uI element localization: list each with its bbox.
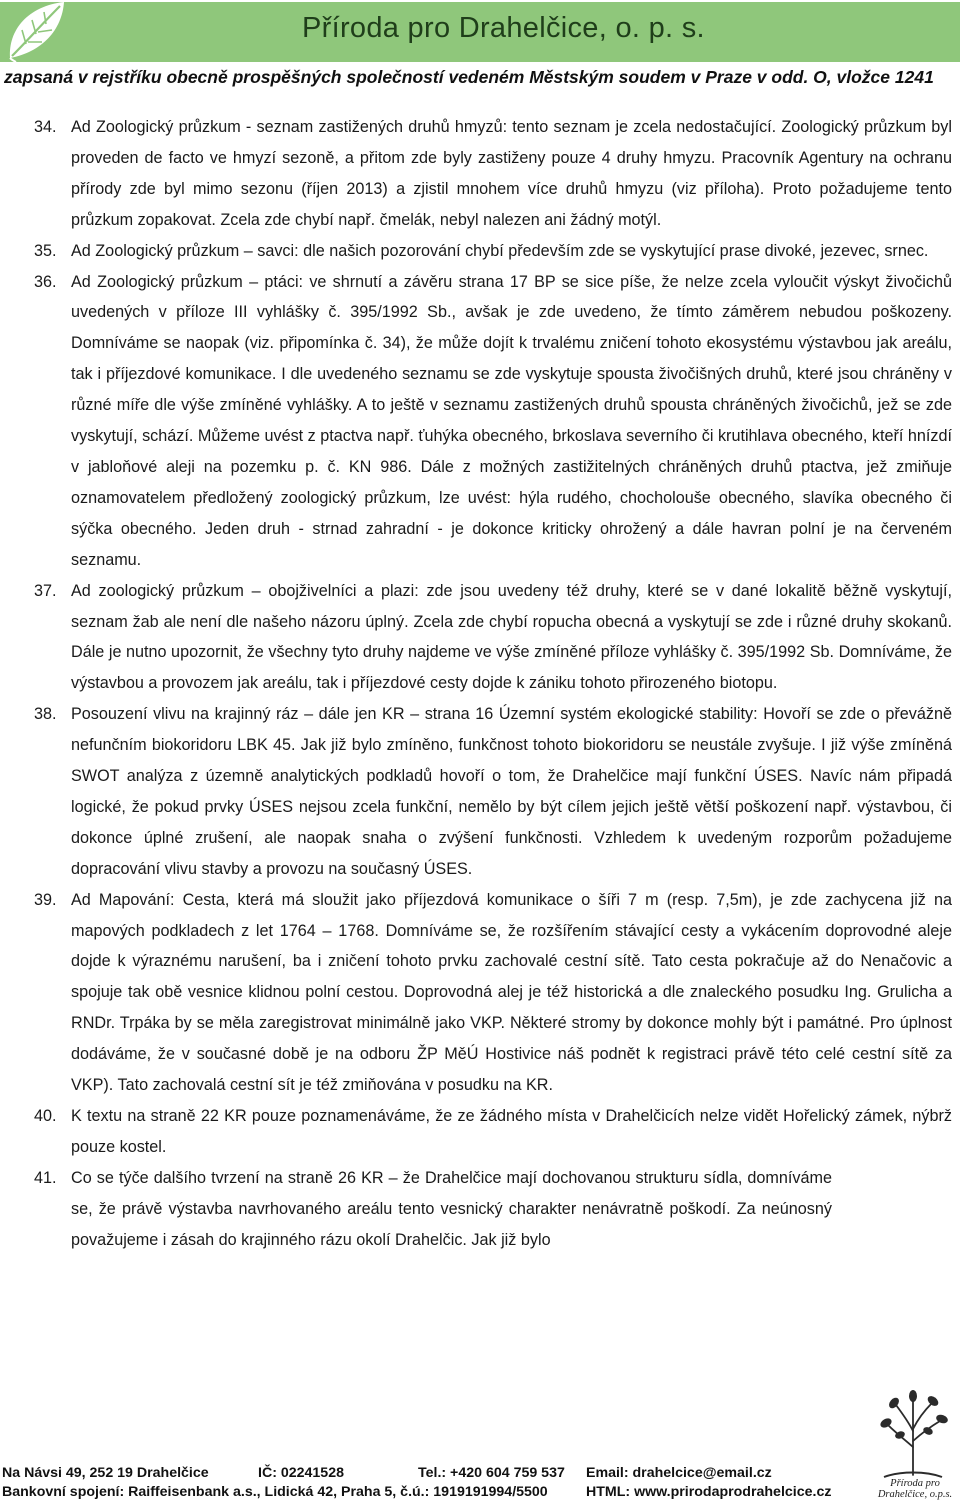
item-number: 34. bbox=[34, 118, 57, 136]
list-item bbox=[34, 236, 952, 267]
footer-row-bank bbox=[0, 1484, 960, 1504]
item-number: 35. bbox=[34, 241, 57, 260]
item-text: Posouzení vlivu na krajinný ráz – dále jen KR – strana 16 Územní systém ekologické stability: Hovoří se zde o převážně nefunčním biokoridoru LBK 45. Jak již bylo zmíněno, funkčnost tohoto biokoridoru se neustále zvyšuje. I již výše zmíněná SWOT analýza z územně analytických podkladů hovoří o tom, že Drahelčice mají funkční ÚSES. Navíc nám připadá logické, že pokud prvky ÚSES nejsou zcela funkční, nemělo by být cílem jejich ještě větší poškození např. výstavbou, či dokonce úplné zrušení, ale naopak snaha o zvýšení funkčnosti. Vzhledem k uvedeným rozporům požadujeme dopracování vlivu stavby a provozu na současný ÚSES. bbox=[71, 705, 952, 878]
item-number: 37. bbox=[34, 581, 57, 600]
item-text: Ad zoologický průzkum – obojživelníci a plazi: zde jsou uvedeny též druhy, které se v dané lokalitě běžně vyskytují, seznam žab ale není dle našeho názoru úplný. Zcela zde chybí ropucha obecná a vyskytují se zde i různé druhy skokanů. Dále je nutno upozornit, že všechny tyto druhy najdeme ve výše zmíněné příloze vyhlášky č. 395/1992 Sb. Domníváme, že výstavbou a provozem jak areálu, tak i příjezdové cesty dojde k zániku tohoto přirozeného biotopu. bbox=[71, 581, 952, 693]
list-item bbox=[34, 699, 952, 884]
item-number: 36. bbox=[34, 272, 57, 291]
footer-web: HTML: www.prirodaprodrahelcice.cz bbox=[586, 1484, 832, 1500]
list-item bbox=[34, 885, 952, 1101]
list-item bbox=[34, 267, 952, 576]
registration-line: zapsaná v rejstříku obecně prospěšných společností vedeném Městským soudem v Praze v odd. O, vložce 1241 bbox=[4, 67, 934, 87]
item-number: 40. bbox=[34, 1107, 57, 1125]
list-item bbox=[34, 576, 952, 700]
leaf-logo-icon bbox=[2, 0, 94, 62]
item-number: 41. bbox=[34, 1168, 57, 1187]
footer-email: Email: drahelcice@email.cz bbox=[586, 1465, 772, 1481]
list-item bbox=[34, 1101, 952, 1163]
footer-address: Na Návsi 49, 252 19 Drahelčice bbox=[2, 1465, 209, 1481]
list-item bbox=[34, 1163, 952, 1256]
item-number: 39. bbox=[34, 890, 57, 909]
organization-name: Příroda pro Drahelčice, o. p. s. bbox=[302, 12, 705, 44]
footer bbox=[0, 1455, 960, 1505]
footer-phone: Tel.: +420 604 759 537 bbox=[418, 1465, 565, 1481]
item-text: K textu na straně 22 KR pouze poznamenáváme, že ze žádného místa v Drahelčicích nelze vidět Hořelický zámek, nýbrž pouze kostel. bbox=[71, 1107, 952, 1156]
footer-logo-text: Příroda pro Drahelčice, o.p.s. bbox=[877, 1478, 953, 1500]
list-item bbox=[34, 112, 952, 236]
footer-bank: Bankovní spojení: Raiffeisenbank a.s., Lidická 42, Praha 5, č.ú.: 1919191994/5500 bbox=[2, 1484, 548, 1500]
letterhead bbox=[0, 0, 960, 96]
item-text: Ad Zoologický průzkum – ptáci: ve shrnutí a závěru strana 17 BP se sice píše, že nelze zcela vyloučit výskyt živočichů uvedených v příloze III vyhlášky č. 395/1992 Sb., avšak je zde uvedeno, že tímto záměrem nebudou poškozeny. Domníváme se naopak (viz. připomínka č. 34), že může dojít k trvalému zničení tohoto ekosystému výstavbou jak areálu, tak i příjezdové komunikace. I dle uvedeného seznamu se zde vyskytuje spousta živočišných druhů, které jsou chráněny v různé míře dle výše zmíněné vyhlášky. A to ještě v seznamu zastižených druhů spousta chráněných živočichů, jež se zde vyskytují, schází. Můžeme uvést z ptactva např. ťuhýka obecného, brkoslava severního či krutihlava obecného, kteří hnízdí v jabloňové aleji na pozemku p. č. KN 986. Dále z možných zastižitelných chráněných druhů ptactva, jež zmiňuje oznamovatelem předložený zoologický průzkum, lze uvést: hýla rudého, chocholouše obecného, slavíka obecného či sýčka obecného. Jeden druh - strnad zahradní - je dokonce kriticky ohrožený a dále havran polní je na červeném seznamu. bbox=[71, 272, 952, 569]
item-text: Ad Zoologický průzkum - seznam zastižených druhů hmyzů: tento seznam je zcela nedostačující. Zoologický průzkum byl proveden de facto ve hmyzí sezoně, a přitom zde byly zastiženy pouze 4 druhy hmyzu. Pracovník Agentury na ochranu přírody zde byl mimo sezonu (říjen 2013) a zjistil mnohem více druhů hmyzu (viz příloha). Proto požadujeme tento průzkum zopakovat. Zcela zde chybí např. čmelák, nebyl nalezen ani žádný motýl. bbox=[71, 118, 952, 229]
item-text: Ad Mapování: Cesta, která má sloužit jako příjezdová komunikace o šíři 7 m (resp. 7,5m), je zde zachycena již na mapových podkladech z let 1764 – 1768. Domníváme se, že rozšířením stávající cesty a vykácením doprovodné aleje dojde k výraznému narušení, ba i zničení tohoto prvku zachovalé cestní sítě. Tato cesta pokračuje až do Nenačovic a spojuje tak obě vesnice klidnou polní cestou. Doprovodná alej je též historická a dle znaleckého posudku Ing. Grulicha a RNDr. Trpáka by se měla zaregistrovat minimálně jako VKP. Některé stromy by dokonce mohly být i památné. Pro úplnost dodáváme, že v současné době je na odboru ŽP MěÚ Hostivice náš podnět k registraci právě této celé cestní sítě za VKP). Tato zachovalá cestní sít je též zmiňována v posudku na KR. bbox=[71, 890, 952, 1095]
item-text: Ad Zoologický průzkum – savci: dle našich pozorování chybí především zde se vyskytující prase divoké, jezevec, srnec. bbox=[71, 241, 929, 260]
item-text: Co se týče dalšího tvrzení na straně 26 KR – že Drahelčice mají dochovanou strukturu sídla, domníváme se, že právě výstavba navrhovaného areálu tento vesnický charakter nenávratně poškodí. Za neúnosný považujeme i zásah do krajinného rázu okolí Drahelčic. Jak již bylo bbox=[71, 1168, 832, 1249]
item-number: 38. bbox=[34, 705, 57, 724]
footer-ico: IČ: 02241528 bbox=[258, 1465, 344, 1481]
document-body bbox=[34, 112, 952, 1256]
footer-row-contact bbox=[0, 1465, 960, 1485]
